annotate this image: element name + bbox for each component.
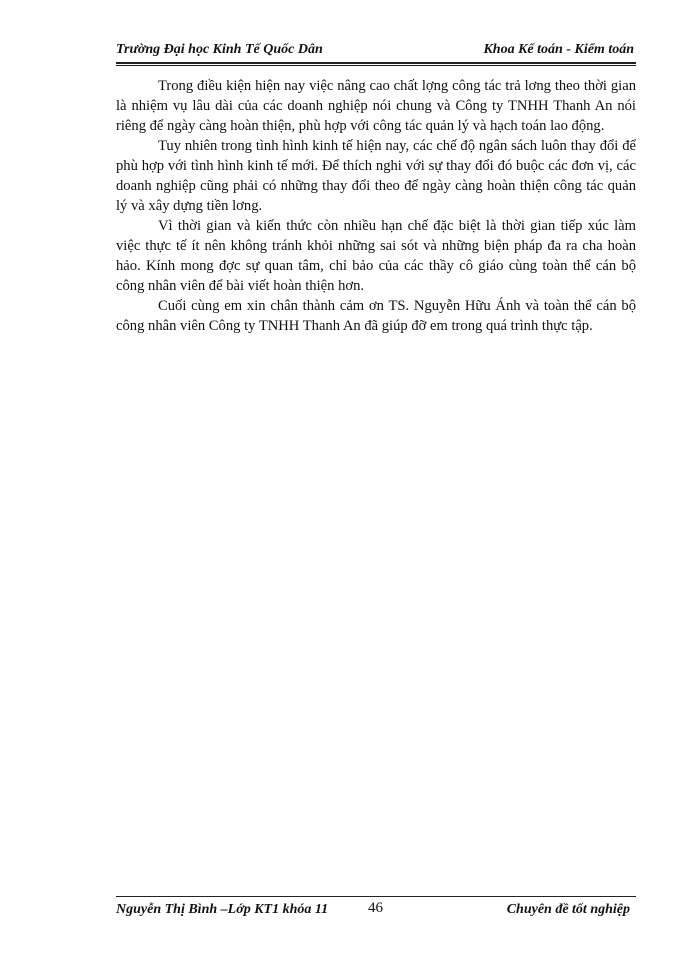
page-footer <box>116 900 636 922</box>
page-header <box>116 40 636 64</box>
header-university: Trường Đại học Kinh Tế Quốc Dân <box>116 42 323 57</box>
paragraph-4: Cuối cùng em xin chân thành cảm ơn TS. Nguyễn Hữu Ánh và toàn thể cán bộ công nhân viên Công ty TNHH Thanh An đã giúp đỡ em trong quá trình thực tập. <box>116 298 636 334</box>
body-text <box>116 76 636 336</box>
footer-thesis-title: Chuyên đề tốt nghiệp <box>506 902 630 917</box>
header-faculty: Khoa Kế toán - Kiểm toán <box>483 42 634 57</box>
page-number: 46 <box>368 900 383 916</box>
paragraph-2: Tuy nhiên trong tình hình kinh tế hiện nay, các chế độ ngân sách luôn thay đổi để phù hợp với tình hình kinh tế mới. Để thích nghi với sự thay đổi đó buộc các đơn vị, các doanh nghiệp cũng phải có những thay đổi theo để ngày càng hoàn thiện công tác quản lý và xây dựng tiền lơng. <box>116 138 636 214</box>
footer-rule <box>116 896 636 897</box>
paragraph-1: Trong điều kiện hiện nay việc nâng cao chất lợng công tác trả lơng theo thời gian là nhiệm vụ lâu dài của các doanh nghiệp nói chung và Công ty TNHH Thanh An nói riêng để ngày càng hoàn thiện, phù hợp với công tác quản lý và hạch toán lao động. <box>116 78 636 134</box>
header-rule <box>116 65 636 66</box>
paragraph-3: Vì thời gian và kiến thức còn nhiều hạn chế đặc biệt là thời gian tiếp xúc làm việc thực tế ít nên không tránh khỏi những sai sót và những biện pháp đa ra cha hoàn hảo. Kính mong đợc sự quan tâm, chỉ bảo của các thầy cô giáo cùng toàn thể cán bộ công nhân viên để bài viết hoàn thiện hơn. <box>116 218 636 294</box>
footer-author: Nguyễn Thị Bình –Lớp KT1 khóa 11 <box>116 902 329 917</box>
